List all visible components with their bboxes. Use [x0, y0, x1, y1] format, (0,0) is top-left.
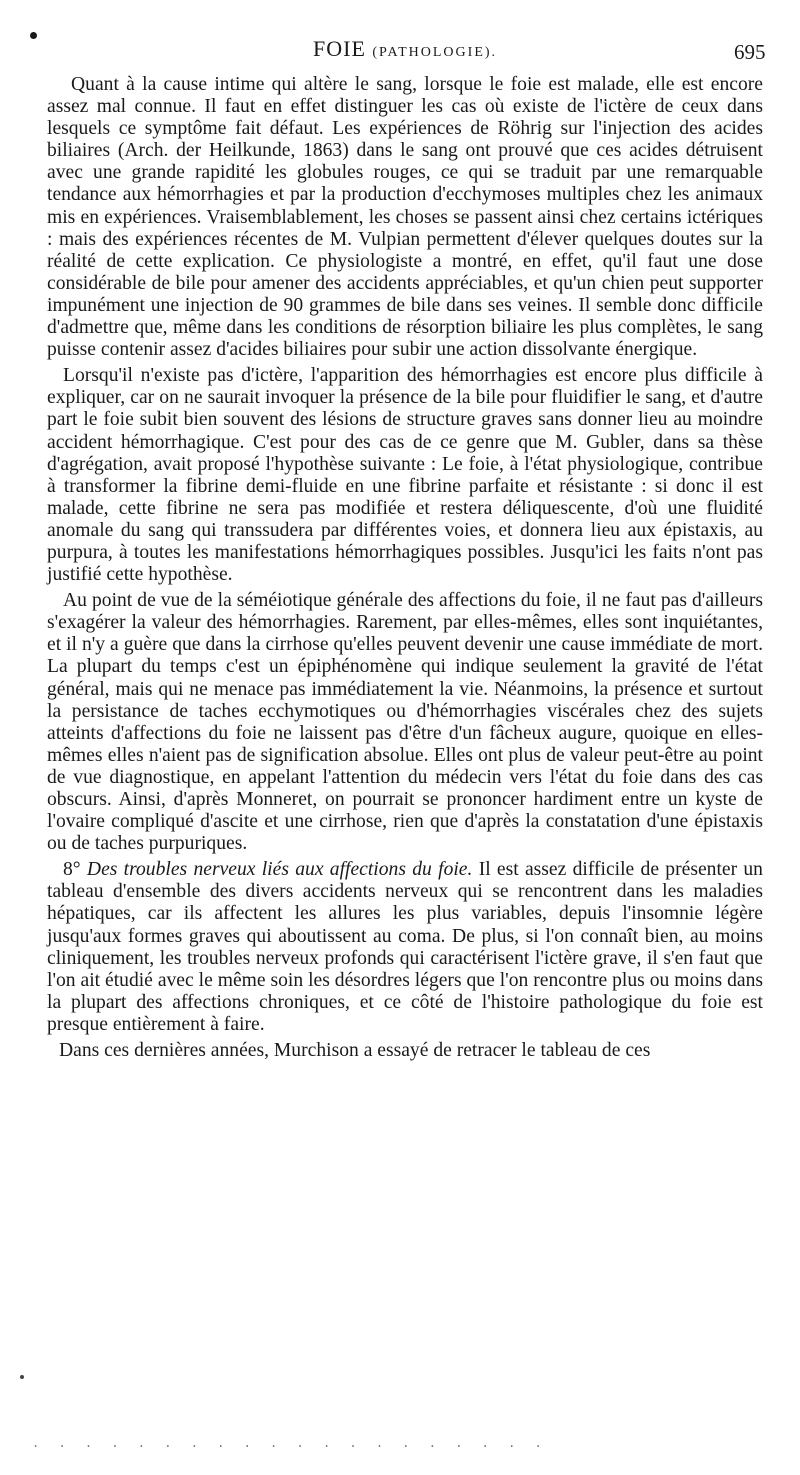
section-title: Des troubles nerveux liés aux affections du foie.	[86, 859, 473, 881]
running-head-main: FOIE	[313, 36, 366, 61]
running-head-title	[313, 36, 497, 62]
ink-speck	[20, 1375, 24, 1379]
paragraph-1: Quant à la cause intime qui altère le sang, lorsque le foie est malade, elle est encore assez mal connue. Il faut en effet distinguer les cas où existe de l'ictère de ceux dans lesquels ce symptôme fait défaut. Les expériences de Röhrig sur l'injection des acides biliaires (Arch. der Heilkunde, 1863) dans le sang ont prouvé que ces acides détruisent avec une grande rapidité les globules rouges, ce qui se traduit par une remarquable tendance aux hémorrhagies et par la production d'ecchymoses multiples chez les animaux mis en expériences. Vraisemblablement, les choses se passent ainsi chez certains ictériques : mais des expériences récentes de M. Vulpian permettent d'élever quelques doutes sur la réalité de cette explication. Ce physiologiste a montré, en effet, qu'il faut une dose considérable de bile pour amener des accidents appréciables, et qu'un chien peut supporter impunément une injection de 90 grammes de bile dans ses veines. Il semble donc difficile d'admettre que, même dans les conditions de résorption biliaire les plus complètes, le sang puisse contenir assez d'acides biliaires pour subir une action dissolvante énergique.	[47, 74, 763, 361]
section-number: 8°	[63, 859, 81, 881]
body-text	[47, 74, 763, 1062]
section-text: Il est assez difficile de présenter un tableau d'ensemble des divers accidents nerveux qui se rencontrent dans les maladies hépatiques, car ils affectent les allures les plus variables, depuis l'insomnie légère jusqu'aux formes graves qui aboutissent au coma. De plus, si l'on connaît bien, au moins cliniquement, les troubles nerveux profonds qui caractérisent l'ictère grave, il s'en faut que l'on ait étudié avec le même soin les désordres légers que l'on rencontre plus ou moins dans la plupart des affections chroniques, et ce côté de l'histoire pathologique du foie est presque entièrement à faire.	[47, 859, 763, 1035]
section-paragraph	[47, 859, 763, 1036]
running-head-subtitle: (PATHOLOGIE).	[372, 45, 498, 60]
paragraph-2: Lorsqu'il n'existe pas d'ictère, l'apparition des hémorrhagies est encore plus difficile à expliquer, car on ne saurait invoquer la présence de la bile pour fluidifier le sang, et d'autre part le foie subit bien souvent des lésions de structure graves sans donner lieu au moindre accident hémorrhagique. C'est pour des cas de ce genre que M. Gubler, dans sa thèse d'agrégation, avait proposé l'hypothèse suivante : Le foie, à l'état physiologique, contribue à transformer la fibrine demi-fluide en une fibrine parfaite et résistante : si donc il est malade, cette fibrine ne sera pas modifiée et restera déliquescente, d'où une fluidité anomale du sang qui transsudera par différentes voies, et donnera lieu aux épistaxis, au purpura, à toutes les manifestations hémorrhagiques possibles. Jusqu'ici les faits n'ont pas justifié cette hypothèse.	[47, 365, 763, 586]
paragraph-3: Au point de vue de la séméiotique générale des affections du foie, il ne faut pas d'ailleurs s'exagérer la valeur des hémorrhagies. Rarement, par elles-mêmes, elles sont inquiétantes, et il n'y a guère que dans la cirrhose qu'elles peuvent devenir une cause immédiate de mort. La plupart du temps c'est un épiphénomène qui indique seulement la gravité de l'état général, mais qui ne menace pas immédiatement la vie. Néanmoins, la présence et surtout la persistance de taches ecchymotiques ou d'hémorrhagies viscérales chez des sujets atteints d'affections du foie ne laissent pas d'être d'un fâcheux augure, quoique en elles-mêmes elles n'aient pas de signification absolue. Elles ont plus de valeur peut-être au point de vue diagnostique, en appelant l'attention du médecin vers l'état du foie dans des cas obscurs. Ainsi, d'après Monneret, on pourrait se prononcer hardiment entre un kyste de l'ovaire compliqué d'ascite et une cirrhose, rien que d'après la constatation d'une épistaxis ou de taches purpuriques.	[47, 590, 763, 855]
running-head	[0, 36, 800, 66]
page-number: 695	[734, 40, 766, 64]
bleed-through-marks: . . . . . . . . . . . . . . . . . . . .	[32, 1436, 548, 1450]
paragraph-last: Dans ces dernières années, Murchison a essayé de retracer le tableau de ces	[59, 1040, 651, 1062]
